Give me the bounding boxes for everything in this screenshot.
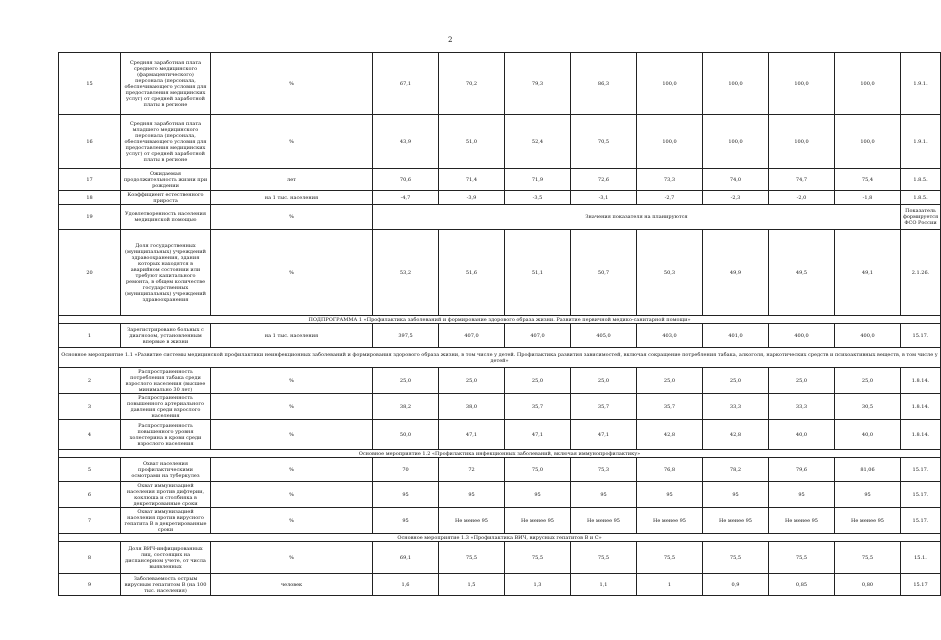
value-cell: 79,3 (505, 53, 571, 115)
value-cell: 401,0 (703, 324, 769, 348)
value-cell: 50,3 (637, 230, 703, 316)
value-cell: Не менее 95 (637, 508, 703, 534)
unit: % (211, 542, 373, 574)
indicator-name: Заболеваемость острым вирусным гепатитом В (на 100 тыс. населения) (121, 574, 211, 596)
value-cell: 76,8 (637, 458, 703, 482)
value-cell: 49,9 (703, 230, 769, 316)
reference-cell: 1.8.14. (901, 368, 941, 394)
value-cell: 50,7 (571, 230, 637, 316)
value-cell: 25,0 (439, 368, 505, 394)
value-cell: 25,0 (373, 368, 439, 394)
unit: на 1 тыс. населения (211, 324, 373, 348)
reference-cell: 15.17. (901, 458, 941, 482)
value-cell: 35,7 (571, 394, 637, 420)
table-row (59, 115, 941, 169)
value-cell: 47,1 (505, 420, 571, 450)
unit: % (211, 205, 373, 230)
table-row (59, 574, 941, 596)
value-cell: 95 (373, 482, 439, 508)
unit: % (211, 508, 373, 534)
unit: % (211, 482, 373, 508)
value-cell: 95 (835, 482, 901, 508)
value-cell: 50,0 (373, 420, 439, 450)
table-row (59, 230, 941, 316)
value-cell: -4,7 (373, 191, 439, 205)
page-number: 2 (448, 36, 453, 44)
value-cell: 42,8 (637, 420, 703, 450)
reference-cell: Показатель формируется ФСО России (901, 205, 941, 230)
value-cell: 42,8 (703, 420, 769, 450)
unit: лет (211, 169, 373, 191)
unit: % (211, 115, 373, 169)
value-cell: 74,0 (703, 169, 769, 191)
reference-cell: 15.17. (901, 508, 941, 534)
value-cell: 79,6 (769, 458, 835, 482)
row-number: 6 (59, 482, 121, 508)
reference-cell: 2.1.26. (901, 230, 941, 316)
reference-cell: 1.9.1. (901, 53, 941, 115)
value-cell: 35,7 (637, 394, 703, 420)
indicator-name: Охват населения профилактическими осмотрами на туберкулез (121, 458, 211, 482)
row-number: 17 (59, 169, 121, 191)
section-row (59, 450, 941, 458)
value-cell: 33,3 (769, 394, 835, 420)
reference-cell: 1.9.1. (901, 115, 941, 169)
value-cell: 400,0 (769, 324, 835, 348)
value-cell: 75,5 (439, 542, 505, 574)
subprogram-title: ПОДПРОГРАММА 1 «Профилактика заболеваний и формирование здорового образа жизни. Развитие первичной медико-санитарной помощи» (59, 316, 941, 324)
value-cell: Не менее 95 (439, 508, 505, 534)
value-cell: 49,1 (835, 230, 901, 316)
indicator-name: Распространенность повышенного артериального давления среди взрослого населения (121, 394, 211, 420)
value-cell: Не менее 95 (835, 508, 901, 534)
value-cell: 49,5 (769, 230, 835, 316)
value-cell: Не менее 95 (571, 508, 637, 534)
value-cell: Не менее 95 (769, 508, 835, 534)
indicator-name: Доля ВИЧ-инфицированных лиц, состоящих на диспансерном учете, от числа выявленных (121, 542, 211, 574)
value-cell: 0,80 (835, 574, 901, 596)
reference-cell: 1.8.14. (901, 420, 941, 450)
indicator-name: Охват иммунизацией населения против вирусного гепатита В в декретированные сроки (121, 508, 211, 534)
value-cell: 100,0 (835, 53, 901, 115)
value-cell: 70,2 (439, 53, 505, 115)
value-cell: 52,4 (505, 115, 571, 169)
value-cell: 397,5 (373, 324, 439, 348)
value-cell: 70,6 (373, 169, 439, 191)
value-cell: 95 (439, 482, 505, 508)
measure-title: Основное мероприятие 1.2 «Профилактика инфекционных заболеваний, включая иммунопрофилактику» (59, 450, 941, 458)
reference-cell: 1.8.5. (901, 191, 941, 205)
value-cell: 35,7 (505, 394, 571, 420)
table-row (59, 191, 941, 205)
table-row (59, 458, 941, 482)
row-number: 15 (59, 53, 121, 115)
value-cell: 1,3 (505, 574, 571, 596)
unit: % (211, 458, 373, 482)
table-row (59, 420, 941, 450)
value-cell: -3,9 (439, 191, 505, 205)
reference-cell: 15.17 (901, 574, 941, 596)
value-cell: 100,0 (703, 53, 769, 115)
measure-title: Основное мероприятие 1.3 «Профилактика ВИЧ, вирусных гепатитов В и С» (59, 534, 941, 542)
value-cell: 0,85 (769, 574, 835, 596)
value-cell: 75,0 (505, 458, 571, 482)
value-cell: 95 (505, 482, 571, 508)
value-cell: 78,2 (703, 458, 769, 482)
value-cell: 0,9 (703, 574, 769, 596)
row-number: 8 (59, 542, 121, 574)
value-cell: 67,1 (373, 53, 439, 115)
value-cell: 38,0 (439, 394, 505, 420)
value-cell: -3,1 (571, 191, 637, 205)
value-cell: 30,5 (835, 394, 901, 420)
value-cell: 75,5 (571, 542, 637, 574)
value-cell: 405,0 (571, 324, 637, 348)
indicator-name: Охват иммунизацией населения против дифтерии, коклюша и столбняка в декретированные сроки (121, 482, 211, 508)
reference-cell: 1.8.5. (901, 169, 941, 191)
value-cell: Не менее 95 (505, 508, 571, 534)
row-number: 3 (59, 394, 121, 420)
indicator-name: Коэффициент естественного прироста (121, 191, 211, 205)
value-cell: 100,0 (769, 53, 835, 115)
value-cell: 1,6 (373, 574, 439, 596)
value-cell: 100,0 (637, 115, 703, 169)
value-cell: 100,0 (703, 115, 769, 169)
value-cell: 81,06 (835, 458, 901, 482)
value-cell: 407,0 (505, 324, 571, 348)
value-cell: 95 (703, 482, 769, 508)
value-cell: 47,1 (571, 420, 637, 450)
value-cell: 100,0 (835, 115, 901, 169)
value-cell: 40,0 (835, 420, 901, 450)
table-row (59, 53, 941, 115)
reference-cell: 1.8.14. (901, 394, 941, 420)
value-cell: 25,0 (571, 368, 637, 394)
value-cell: 95 (373, 508, 439, 534)
row-number: 1 (59, 324, 121, 348)
value-cell: 25,0 (835, 368, 901, 394)
value-cell: 100,0 (637, 53, 703, 115)
value-cell: -3,5 (505, 191, 571, 205)
reference-cell: 15.17. (901, 482, 941, 508)
value-cell: 25,0 (769, 368, 835, 394)
unit: % (211, 394, 373, 420)
table-row (59, 508, 941, 534)
indicator-name: Распространенность повышенного уровня холестерина в крови среди взрослого населения (121, 420, 211, 450)
row-number: 2 (59, 368, 121, 394)
value-cell: 72,6 (571, 169, 637, 191)
value-cell: -2,7 (637, 191, 703, 205)
row-number: 9 (59, 574, 121, 596)
value-cell: 51,6 (439, 230, 505, 316)
value-cell: Не менее 95 (703, 508, 769, 534)
indicator-name: Доля государственных (муниципальных) учреждений здравоохранения, здания которых находятся в аварийном состоянии или требуют капитального ремонта, в общем количестве государственных (муниципальных) учреждений здравоохранения (121, 230, 211, 316)
value-cell: 25,0 (703, 368, 769, 394)
value-cell: 75,5 (703, 542, 769, 574)
value-cell: 75,5 (637, 542, 703, 574)
section-row (59, 348, 941, 368)
indicator-name: Ожидаемая продолжительность жизни при рождении (121, 169, 211, 191)
value-cell: -2,3 (703, 191, 769, 205)
value-cell: 38,2 (373, 394, 439, 420)
row-number: 20 (59, 230, 121, 316)
value-cell: 75,4 (835, 169, 901, 191)
value-cell: 70,5 (571, 115, 637, 169)
value-cell: 75,5 (505, 542, 571, 574)
indicator-name: Распространенность потребления табака среди взрослого населения (высшее минимально 30 лет) (121, 368, 211, 394)
table-row (59, 482, 941, 508)
value-cell: 95 (571, 482, 637, 508)
table-row (59, 205, 941, 230)
table-row (59, 169, 941, 191)
table-row (59, 324, 941, 348)
value-cell: 1 (637, 574, 703, 596)
value-cell: 51,0 (439, 115, 505, 169)
value-cell: 70 (373, 458, 439, 482)
indicators-table (58, 52, 941, 596)
value-cell: 43,9 (373, 115, 439, 169)
value-cell: 86,3 (571, 53, 637, 115)
row-number: 7 (59, 508, 121, 534)
unit: % (211, 230, 373, 316)
value-cell: 40,0 (769, 420, 835, 450)
value-cell: 51,1 (505, 230, 571, 316)
value-cell: 25,0 (637, 368, 703, 394)
value-cell: 73,3 (637, 169, 703, 191)
unit: человек (211, 574, 373, 596)
indicator-name: Средняя заработная плата среднего медицинского (фармацевтического) персонала (персонала, обеспечивающего условия для предоставления медицинских услуг) от средней заработной платы в регионе (121, 53, 211, 115)
row-number: 18 (59, 191, 121, 205)
unit: % (211, 368, 373, 394)
value-cell: 25,0 (505, 368, 571, 394)
value-cell: -2,0 (769, 191, 835, 205)
value-cell: 33,3 (703, 394, 769, 420)
value-cell: 400,0 (835, 324, 901, 348)
reference-cell: 15.1. (901, 542, 941, 574)
reference-cell: 15.17. (901, 324, 941, 348)
value-cell: 71,9 (505, 169, 571, 191)
unit: на 1 тыс. населения (211, 191, 373, 205)
value-cell: 75,3 (571, 458, 637, 482)
table-row (59, 394, 941, 420)
unit: % (211, 53, 373, 115)
indicator-name: Средняя заработная плата младшего медицинского персонала (персонала, обеспечивающего условия для предоставления медицинских услуг) от средней заработной платы в регионе (121, 115, 211, 169)
table-row (59, 368, 941, 394)
row-number: 5 (59, 458, 121, 482)
row-number: 4 (59, 420, 121, 450)
section-row (59, 316, 941, 324)
value-cell: 47,1 (439, 420, 505, 450)
value-cell: 53,2 (373, 230, 439, 316)
span-note: Значения показателя на планируются (373, 205, 901, 230)
value-cell: 71,4 (439, 169, 505, 191)
table-row (59, 542, 941, 574)
row-number: 16 (59, 115, 121, 169)
section-row (59, 534, 941, 542)
value-cell: -1,8 (835, 191, 901, 205)
value-cell: 95 (637, 482, 703, 508)
row-number: 19 (59, 205, 121, 230)
value-cell: 1,5 (439, 574, 505, 596)
indicator-name: Зарегистрировано больных с диагнозом, установленным впервые в жизни (121, 324, 211, 348)
value-cell: 75,5 (835, 542, 901, 574)
value-cell: 74,7 (769, 169, 835, 191)
value-cell: 72 (439, 458, 505, 482)
measure-title: Основное мероприятие 1.1 «Развитие системы медицинской профилактики неинфекционных заболеваний и формирования здорового образа жизни, в том числе у детей. Профилактика развития зависимостей, включая сокращение потребления табака, алкоголя, наркотических средств и психоактивных веществ, в том числе у детей» (59, 348, 941, 368)
value-cell: 75,5 (769, 542, 835, 574)
value-cell: 100,0 (769, 115, 835, 169)
value-cell: 403,0 (637, 324, 703, 348)
value-cell: 407,0 (439, 324, 505, 348)
unit: % (211, 420, 373, 450)
value-cell: 1,1 (571, 574, 637, 596)
value-cell: 69,1 (373, 542, 439, 574)
value-cell: 95 (769, 482, 835, 508)
indicator-name: Удовлетворенность населения медицинской помощью (121, 205, 211, 230)
